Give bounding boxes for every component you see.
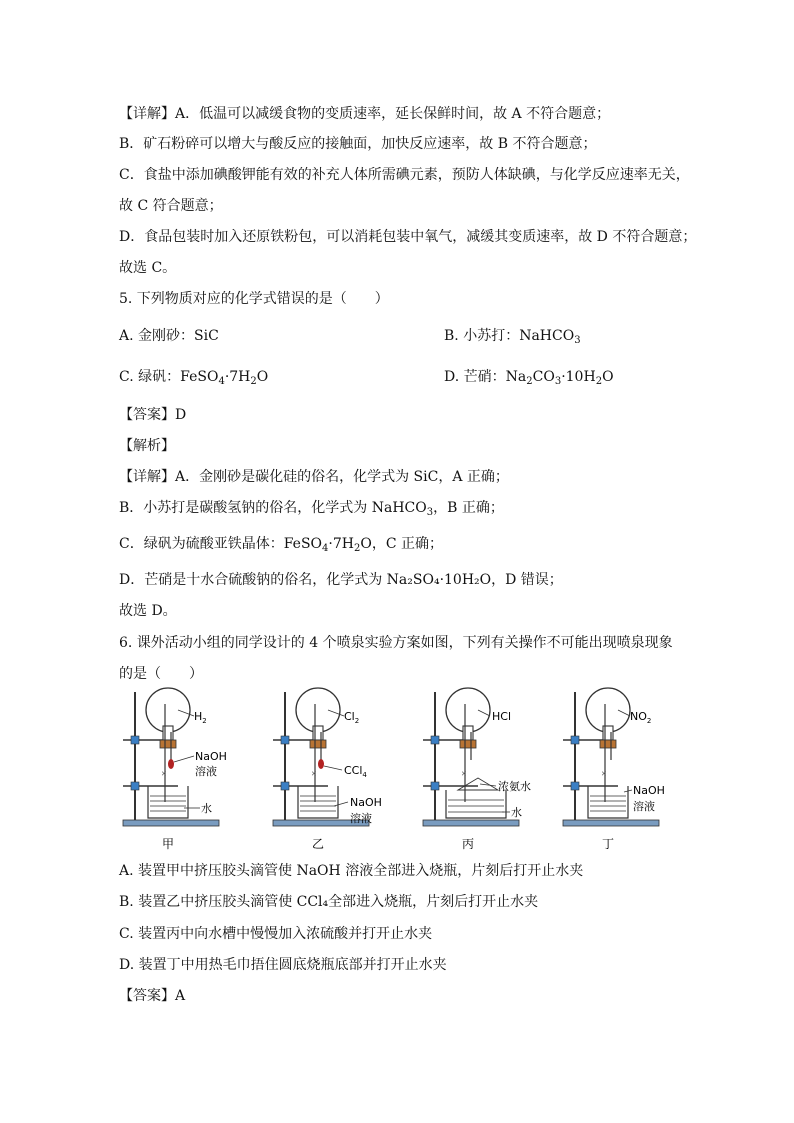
- q5-option-d-s3: 2: [595, 376, 603, 387]
- q5-option-d-f1: Na: [505, 369, 527, 385]
- jia-dropper-label1: NaOH: [195, 750, 227, 763]
- q5-detail-c-part3: O，C 正确；: [360, 536, 443, 552]
- svg-text:CCl4: [344, 764, 367, 779]
- q6-option-a: A. 装置甲中挤压胶头滴管使 NaOH 溶液全部进入烧瓶，片刻后打开止水夹: [119, 863, 584, 879]
- q4-detail-b: B．矿石粉碎可以增大与酸反应的接触面，加快反应速率，故 B 不符合题意；: [119, 136, 597, 152]
- q4-detail-a: 【详解】A．低温可以减缓食物的变质速率，延长保鲜时间，故 A 不符合题意；: [119, 106, 611, 122]
- q5-option-b-label: B. 小苏打：: [444, 328, 520, 344]
- jia-dropper-label2: 溶液: [195, 765, 217, 778]
- jia-trough-label: 水: [201, 802, 212, 815]
- q5-option-b-sub: 3: [574, 335, 581, 346]
- q5-stem: 5. 下列物质对应的化学式错误的是（ ）: [119, 291, 389, 307]
- q4-detail-c-line2: 故 C 符合题意；: [119, 198, 223, 214]
- bing-trough-label: 水: [511, 806, 522, 819]
- q5-detail-c-part1: C．绿矾为硫酸亚铁晶体：FeSO: [119, 536, 323, 552]
- q5-detail-b-part1: B．小苏打是碳酸氢钠的俗名，化学式为 NaHCO: [119, 500, 427, 516]
- q5-detail-d: D．芒硝是十水合硫酸钠的俗名，化学式为 Na₂SO₄·10H₂O，D 错误；: [119, 572, 563, 588]
- q5-option-c-s2: 2: [250, 376, 257, 387]
- q6-answer: 【答案】A: [119, 988, 186, 1004]
- svg-text:Cl2: [344, 710, 359, 725]
- q5-detail-c-part2: ·7H: [328, 536, 354, 552]
- q6-option-b: B. 装置乙中挤压胶头滴管使 CCl₄全部进入烧瓶，片刻后打开止水夹: [119, 894, 539, 910]
- q5-answer: 【答案】D: [119, 407, 187, 423]
- q4-detail-d: D．食品包装时加入还原铁粉包，可以消耗包装中氧气，减缓其变质速率，故 D 不符合题意；: [119, 229, 697, 245]
- q5-conclusion: 故选 D。: [119, 603, 177, 619]
- q5-option-c: [119, 367, 268, 387]
- q6-stem-line2: 的是（ ）: [119, 666, 203, 682]
- yi-gas-label: Cl: [344, 710, 355, 723]
- q5-option-a-text: A. 金刚砂：SiC: [119, 328, 219, 344]
- q5-option-c-label: C. 绿矾：: [119, 369, 181, 385]
- q5-option-d-label: D. 芒硝：: [444, 369, 506, 385]
- ding-gas-label: NO: [630, 710, 647, 723]
- ding-trough-label1: NaOH: [633, 784, 665, 797]
- q5-option-d-f3: ·10H: [561, 369, 596, 385]
- ding-trough-label2: 溶液: [633, 800, 655, 813]
- bing-caption: 丙: [462, 837, 475, 851]
- q5-detail-c-s1: 4: [322, 543, 329, 554]
- q5-option-c-f3: O: [256, 369, 269, 385]
- q4-detail-c-line1: C．食盐中添加碘酸钾能有效的补充人体所需碘元素，预防人体缺碘，与化学反应速率无关，: [119, 167, 690, 183]
- yi-trough-label1: NaOH: [350, 796, 382, 809]
- q5-option-a: [119, 326, 219, 346]
- svg-text:NO2: [630, 710, 651, 725]
- q5-detail-a: 【详解】A．金刚砂是碳化硅的俗名，化学式为 SiC，A 正确；: [119, 469, 509, 485]
- jia-gas-label: H: [194, 710, 203, 723]
- q5-detail-c-s2: 2: [353, 543, 361, 554]
- q5-detail-b: [119, 498, 504, 518]
- apparatus-yi: [273, 688, 382, 851]
- q5-option-c-f1: FeSO: [180, 369, 219, 385]
- q5-option-d-f4: O: [602, 369, 614, 385]
- q5-analysis-heading: 【解析】: [119, 438, 175, 454]
- q5-option-b: [444, 326, 581, 346]
- q6-option-d: D. 装置丁中用热毛巾捂住圆底烧瓶底部并打开止水夹: [119, 957, 447, 973]
- yi-gas-sub: 2: [354, 717, 360, 725]
- svg-text:H2: [194, 710, 207, 725]
- ding-gas-sub: 2: [646, 717, 652, 725]
- apparatus-bing: [423, 688, 531, 851]
- q5-option-d-f2: CO: [532, 369, 555, 385]
- q5-detail-c: [119, 534, 443, 554]
- yi-caption: 乙: [312, 837, 325, 851]
- yi-trough-label2: 溶液: [350, 812, 372, 825]
- q4-conclusion: 故选 C。: [119, 260, 177, 276]
- bing-inner-label: 浓氨水: [498, 780, 531, 793]
- q5-option-d-s1: 2: [526, 376, 533, 387]
- yi-dropper-label: CCl: [344, 764, 363, 777]
- q5-option-b-formula: NaHCO: [519, 328, 575, 344]
- yi-dropper-sub: 4: [362, 771, 367, 779]
- q5-option-d: [444, 367, 614, 387]
- jia-caption: 甲: [162, 837, 175, 851]
- q5-option-c-f2: ·7H: [224, 369, 251, 385]
- ding-caption: 丁: [602, 837, 615, 851]
- q5-option-c-s1: 4: [218, 376, 225, 387]
- q5-detail-b-sub: 3: [426, 507, 434, 518]
- q6-option-c: C. 装置丙中向水槽中慢慢加入浓硫酸并打开止水夹: [119, 926, 433, 942]
- q5-detail-b-part2: ，B 正确；: [433, 500, 504, 516]
- q6-stem-line1: 6. 课外活动小组的同学设计的 4 个喷泉实验方案如图，下列有关操作不可能出现喷泉现象: [119, 635, 673, 651]
- bing-gas-label: HCl: [492, 710, 512, 723]
- q5-option-d-s2: 3: [554, 376, 562, 387]
- apparatus-jia: [123, 688, 227, 851]
- jia-gas-sub: 2: [202, 717, 207, 725]
- fountain-experiment-figure: [118, 686, 678, 858]
- apparatus-ding: [563, 688, 665, 851]
